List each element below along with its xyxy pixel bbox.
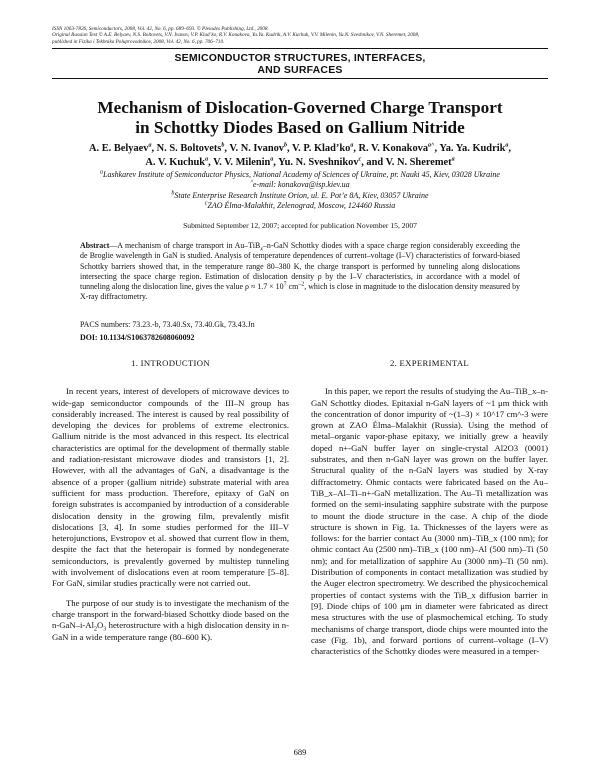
- page-number: 689: [293, 747, 307, 757]
- top-rule: [52, 48, 548, 49]
- journal-header: [52, 26, 552, 45]
- abstract-label: Abstract: [80, 241, 110, 250]
- intro-paragraph-2: The purpose of our study is to investigate the mechanism of the charge transport in the forward-biased Schottky diode based on the $n-GaN-i-Al_2O_3$ heterostructure with a high dislocation density in n-GaN in a wide temperature range (80–600 K).: [52, 597, 289, 642]
- affiliation-b: $^b$State Enterprise Research Institute Orion, ul. E. Pot’e 8A, Kiev, 03057 Ukraine: [171, 190, 429, 200]
- title-line: Mechanism of Dislocation-Governed Charge Transport: [97, 98, 503, 117]
- pacs-numbers: PACS numbers: 73.23.-b, 73.40.Sx, 73.40.Gk, 73.43.Jn: [80, 320, 255, 329]
- author: , Yu. N. Sveshnikov: [273, 156, 359, 168]
- column-right: [311, 358, 548, 657]
- section-title-line1: SEMICONDUCTOR STRUCTURES, INTERFACES,: [174, 52, 426, 64]
- author: , V. P. Klad’ko: [287, 143, 351, 154]
- affiliation-a: $^a$Lashkarev Institute of Semiconductor Physics, National Academy of Sciences of Ukraine, pr. Nauki 45, Kiev, 03028 Ukraine: [100, 169, 500, 179]
- affiliations: [52, 170, 548, 212]
- intro-paragraph-1: In recent years, interest of developers of microwave devices to wide-gap semiconductor compounds of the III–N group has considerably increased. The interest is caused by real possibility of developing the devices for problems of extreme electronics. Gallium nitride is the most advanced in this respect. Its electrical characteristics are optimal for the development of thermally stable and radiation-resistant microwave diodes and transistors [1, 2]. However, with all the advantages of GaN, a disadvantage is the absence of a proper (gallium nitride) substrate material with area sufficient for mass production. Therefore, epitaxy of GaN on foreign substrates is accompanied by introduction of a considerable dislocation density in the growing film, prevalently misfit dislocations [3, 4]. In some studies performed for the III–V heterojunctions, Evstropov et al. showed that current flow in them, despite the fact that the heteropair is formed by nondegenerate semiconductors, is prevalently governed by multistep tunneling with involvement of dislocations even at room temperature [5–8]. For GaN, similar studies practically were not carried out.: [52, 386, 289, 589]
- title-line: in Schottky Diodes Based on Gallium Nitride: [135, 118, 465, 137]
- intro-heading: 1. INTRODUCTION: [131, 358, 210, 368]
- experimental-heading: 2. EXPERIMENTAL: [389, 358, 470, 368]
- submission-dates: Submitted September 12, 2007; accepted for publication November 15, 2007: [183, 221, 417, 230]
- section-title-line2: AND SURFACES: [257, 64, 343, 76]
- doi: DOI: 10.1134/S1063782608060092: [80, 333, 195, 342]
- author: , R. V. Konakova: [353, 143, 429, 154]
- experimental-paragraph-1: In this paper, we report the results of studying the Au–TiB_x–n-GaN Schottky diodes. Epitaxial n-GaN layers of ~1 μm thick with the concentration of donor impurity of ~(1–3) × 10^17 cm^-3 were grown at ZAO Élma–Malakhit (Russia). Using the method of metal–organic vapor-phase epitaxy, we initially grew a heavily doped n+-GaN buffer layer on single-crystal Al2O3 (0001) substrates, and then n-GaN layer was grown on the buffer layer. Structural quality of the n-GaN layers was studied by X-ray diffractometry. Ohmic contacts were fabricated based on the Au–TiB_x–Al–Ti–n+-GaN metallization. The Au–Ti metallization was formed on the semi-insulating sapphire substrate with the purpose to mount the diode structure in the case. A chip of the diode structure is shown in Fig. 1a. Thicknesses of the layers were as follows: for the barrier contact Au (3000 nm)–TiB_x (100 nm); for ohmic contact Au (2500 nm)–TiB_x (100 nm)–Al (500 nm)–Ti (50 nm); and for metallization of sapphire Au (3000 nm)–Ti (50 nm). Distribution of components in contact metallization was studied by the Auger electron spectrometry. We described the physicochemical properties of contact systems with the TiB_x diffusion barrier in [9]. Diode chips of 100 μm in diameter were fabricated as direct mesa structures with the use of plasmochemical etching. To study mechanisms of charge transport, diode chips were mounted into the case (Fig. 1b), and forward portions of current–voltage (I–V) characteristics of the Schottky diodes were measured in a temper-: [311, 386, 548, 657]
- section-rule: [52, 78, 548, 79]
- header-line: Original Russian Text © A.E. Belyaev, N.S. Boltovets, V.N. Ivanov, V.P. Klad’ko, R.V. Konakova, Ya.Ya. Kudrik, A.V. Kuchuk, V.V. Milenin, Yu.N. Sveshnikov, V.N. Sheremet, 2008,: [52, 32, 420, 39]
- author: A. E. Belyaev: [89, 143, 149, 154]
- author: , Ya. Ya. Kudrik: [434, 143, 506, 154]
- author-line: A. E. Belyaev$^a$, N. S. Boltovets$^b$, V. N. Ivanov$^b$, V. P. $Klad’ko^a$, R. V. Konakova$^{a\^{}}$, Ya. Ya. Kudrik$^a$,: [89, 142, 511, 154]
- author-line: A. V. Kuchuk$^a$, V. V. Milenin$^a$, Yu. N. Sveshnikov$^c$, and V. N. Sheremet$^a$: [145, 156, 455, 168]
- header-line: published in Fizika i Tekhnika Poluprovodnikov, 2008, Vol. 42, No. 6, pp. 706–710.: [52, 38, 225, 45]
- affiliation-email: ^e-mail: konakova@isp.kiev.ua: [250, 179, 350, 190]
- paper-title: [52, 98, 548, 138]
- header-line: ISSN 1063-7826, Semiconductors, 2008, Vol. 42, No. 6, pp. 689–693. © Pleiades Publishing, Ltd., 2008.: [52, 26, 269, 32]
- author-list: [52, 142, 548, 169]
- author: , and V. N. Sheremet: [361, 156, 452, 168]
- author: A. V. Kuchuk: [145, 156, 206, 168]
- author: , N. S. Boltovets: [151, 143, 222, 154]
- abstract: Abstract—A mechanism of charge transport in Au–TiB$_x$–n-GaN Schottky diodes with a space charge region considerably exceeding the de Broglie wavelength in GaN is studied. Analysis of temperature dependences of current–voltage (I–V) characteristics of forward-biased Schottky barriers showed that, in the temperature range 80–380 K, the charge transport is performed by tunneling along dislocations intersecting the space charge region. Estimation of dislocation density ρ by the I–V characteristics, in accordance with a model of tunneling along the dislocation line, gives the value $\rho \approx 1.7 \times 10^7$ $cm^{-2}$, which is close in magnitude to the dislocation density measured by X-ray diffractometry.: [80, 241, 520, 302]
- column-left: [52, 358, 289, 643]
- author: , V. N. Ivanov: [224, 143, 284, 154]
- author: , V. V. Milenin: [208, 156, 271, 168]
- affiliation-c: $^c$ZAO Élma-Malakhit, Zelenograd, Moscow, 124460 Russia: [204, 200, 396, 211]
